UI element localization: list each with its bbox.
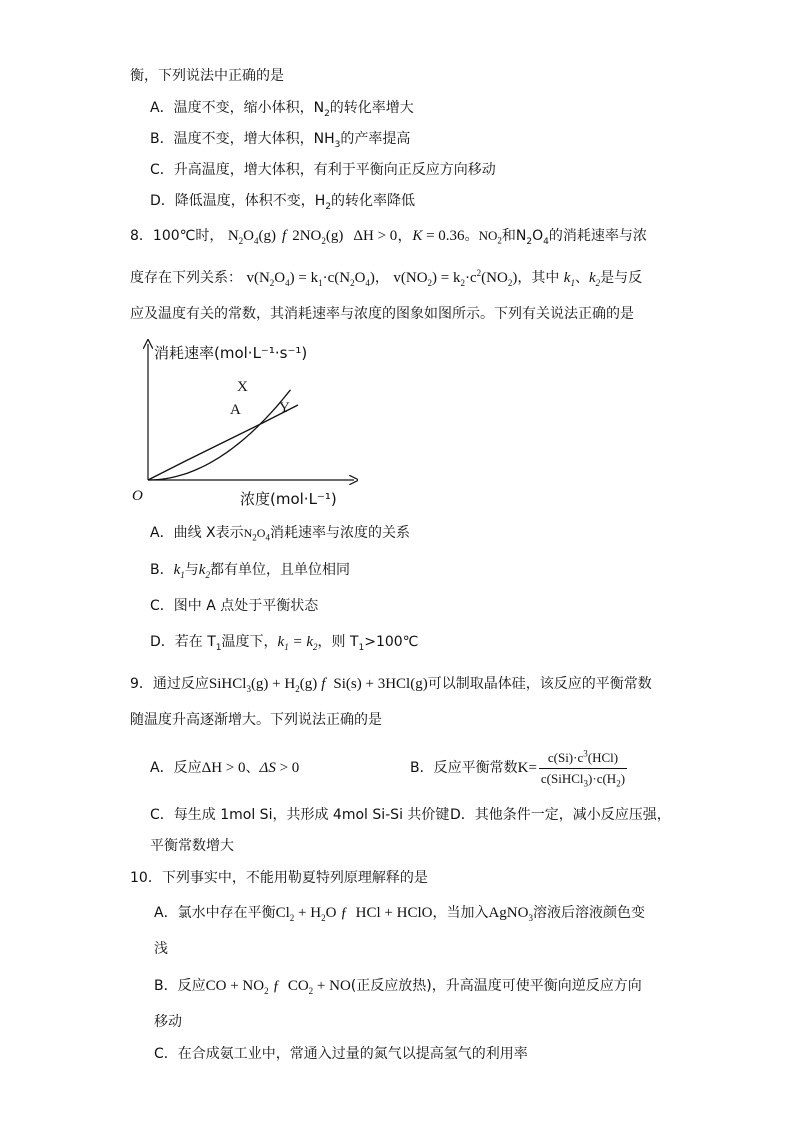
q8-option-c: C．图中 A 点处于平衡状态 [150,598,319,614]
q7-option-c: C．升高温度，增大体积，有利于平衡向正反应方向移动 [150,162,496,178]
q7-option-a: A．温度不变，缩小体积，$N_2$的转化率增大 [150,100,414,119]
equilibrium-constant-fraction: $\frac{c(Si)\cdot c^3(HCl)}{c(SiHCl_3)\cdot c(H_2)}$ [540,748,626,789]
rate-concentration-chart [128,338,358,514]
x-axis-label: 浓度(mol·L⁻¹) [240,490,337,508]
q9-option-d-cont: 平衡常数增大 [150,838,234,854]
q10-option-a: A．氯水中存在平衡$Cl_2 + H_2O$ ƒ HCl + HClO，当加入AgNO$_3$溶液后溶液颜色变 [154,905,645,923]
q9-option-a: A．反应ΔH > 0、ΔS > 0 [150,760,300,776]
y-axis-label: 消耗速率(mol·L⁻¹·s⁻¹) [154,344,308,362]
q9-option-b: B．反应平衡常数K= $\frac{c(Si)\cdot c^3(HCl)}{c(SiHCl_3)\cdot c(H_2)}$ [410,748,626,789]
q9-stem-line2: 随温度升高逐渐增大。下列说法正确的是 [130,712,382,728]
q10-stem: 10．下列事实中，不能用勒夏特列原理解释的是 [130,870,428,886]
q8-stem-line1: 8．100℃时， $N_2O_4(g)$ f $2NO_2(g) \Delta H > 0$，K = 0.36。$NO_2$和$N_2O_4$的消耗速率与浓 [130,228,647,247]
q9-option-c: C．每生成 1mol Si，共形成 4mol Si-Si 共价键 [150,807,450,823]
q8-stem-line3: 应及温度有关的常数，其消耗速率与浓度的图象如图所示。下列有关说法正确的是 [130,306,634,322]
q10-option-c: C．在合成氨工业中，常通入过量的氮气以提高氢气的利用率 [154,1046,528,1062]
q8-option-a: A．曲线 X表示$N_2O_4$消耗速率与浓度的关系 [150,525,410,543]
line-y [148,405,298,480]
q8-option-d: D．若在 $T_1$温度下，$k_1 = k_2$，则 $T_1>100℃$ [150,634,419,653]
q7-stem-tail: 衡，下列说法中正确的是 [130,68,284,84]
q9-option-d: D．其他条件一定，减小反应压强， [450,807,671,823]
curve-x-label: X [237,379,248,395]
q7-option-b: B．温度不变，增大体积，$NH_3$的产率提高 [150,131,411,150]
q9-stem-line1: 9．通过反应SiHCl$_3$(g) + $H_2(g)$ f Si(s) + 3HCl(g)可以制取晶体硅，该反应的平衡常数 [130,676,652,694]
q10-option-b: B．反应CO + $NO_2$ ƒ $CO_2 + NO$(正反应放热)，升高温度可使平衡向逆反应方向 [154,978,642,996]
origin-label: O [132,488,143,504]
q10-option-b-cont: 移动 [154,1014,182,1030]
q10-option-a-cont: 浅 [154,941,168,957]
q8-option-b: B．$k_1$与$k_2$都有单位，且单位相同 [150,562,350,580]
q8-stem-line2: 度存在下列关系： $v(N_2O_4) = k_1\cdot c(N_2O_4)$， $v(NO_2) = k_2\cdot c^2(NO_2)$，其中 $k_1$、$k_2$是与反 [130,268,643,288]
q7-option-d: D．降低温度，体积不变，$H_2$的转化率降低 [150,193,416,212]
line-y-label: Y [279,400,290,416]
point-a-label: A [230,402,241,418]
curve-x [148,390,291,480]
